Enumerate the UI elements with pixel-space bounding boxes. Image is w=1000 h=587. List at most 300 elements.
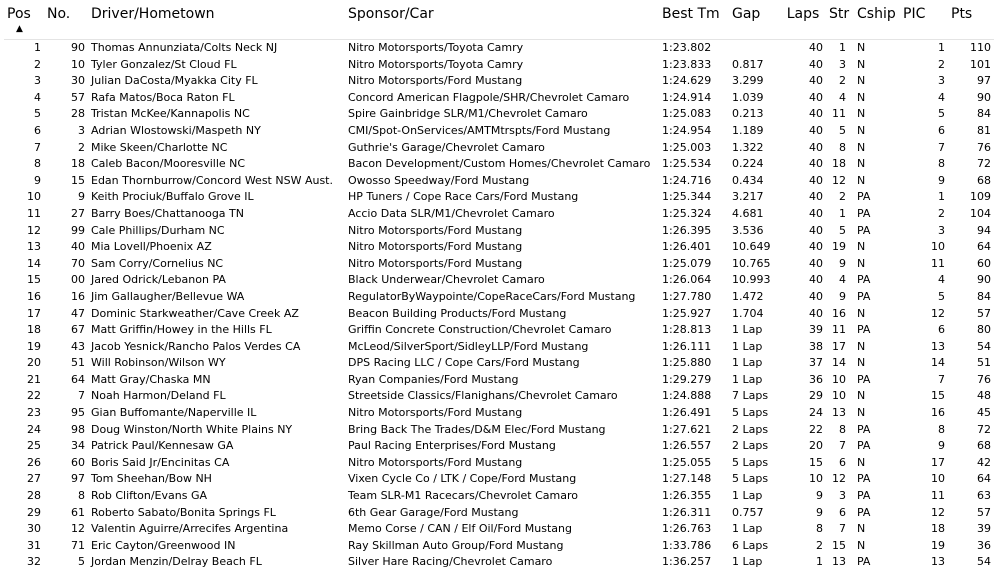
cell-plc: 10 (931, 472, 945, 486)
cell-cship: N (857, 356, 866, 370)
cell-laps: 40 (809, 140, 823, 154)
cell-best-time: 1:24.888 (662, 389, 712, 403)
cell-sponsor: Concord American Flagpole/SHR/Chevrolet Camaro (348, 90, 630, 104)
cell-str: 14 (832, 356, 846, 370)
cell-pos: 31 (27, 538, 41, 552)
header-best-time[interactable]: Best Tm (659, 4, 729, 40)
cell-no: 8 (78, 489, 85, 503)
cell-best-time: 1:24.716 (662, 173, 712, 187)
cell-driver: Tom Sheehan/Bow NH (91, 472, 212, 486)
cell-str: 9 (839, 256, 846, 270)
cell-plc: 11 (931, 256, 945, 270)
cell-cship: PA (857, 323, 871, 337)
cell-driver: Keith Prociuk/Buffalo Grove IL (91, 190, 254, 204)
table-row (4, 206, 994, 223)
cell-best-time: 1:25.079 (662, 256, 712, 270)
cell-laps: 40 (809, 157, 823, 171)
table-row (4, 405, 994, 422)
cell-pos: 18 (27, 323, 41, 337)
cell-pts: 42 (977, 455, 991, 469)
cell-pts: 101 (970, 57, 991, 71)
cell-gap: 1.472 (732, 289, 764, 303)
cell-driver: Will Robinson/Wilson WY (91, 356, 226, 370)
cell-driver: Edan Thornburrow/Concord West NSW Aust. (91, 173, 333, 187)
cell-driver: Rob Clifton/Evans GA (91, 489, 207, 503)
cell-sponsor: Black Underwear/Chevrolet Camaro (348, 273, 545, 287)
cell-pts: 68 (977, 173, 991, 187)
cell-no: 3 (78, 123, 85, 137)
cell-cship: N (857, 173, 866, 187)
sort-ascending-icon: ▲ (16, 24, 23, 34)
table-row (4, 289, 994, 306)
cell-laps: 1 (816, 555, 823, 569)
cell-pos: 23 (27, 406, 41, 420)
cell-driver: Eric Cayton/Greenwood IN (91, 538, 236, 552)
cell-pts: 90 (977, 273, 991, 287)
cell-plc: 10 (931, 240, 945, 254)
cell-str: 13 (832, 406, 846, 420)
cell-best-time: 1:24.954 (662, 123, 712, 137)
cell-laps: 40 (809, 256, 823, 270)
cell-driver: Jared Odrick/Lebanon PA (91, 273, 226, 287)
cell-laps: 9 (816, 489, 823, 503)
cell-cship: N (857, 522, 866, 536)
table-row (4, 57, 994, 74)
cell-best-time: 1:36.257 (662, 555, 712, 569)
cell-best-time: 1:25.055 (662, 455, 712, 469)
cell-laps: 8 (816, 522, 823, 536)
cell-gap: 0.224 (732, 157, 764, 171)
cell-gap: 10.765 (732, 256, 771, 270)
cell-plc: 15 (931, 389, 945, 403)
table-row (4, 272, 994, 289)
cell-pos: 27 (27, 472, 41, 486)
cell-str: 4 (839, 90, 846, 104)
cell-sponsor: Nitro Motorsports/Ford Mustang (348, 74, 523, 88)
cell-best-time: 1:26.401 (662, 240, 712, 254)
cell-plc: 13 (931, 339, 945, 353)
cell-pts: 81 (977, 123, 991, 137)
cell-best-time: 1:23.802 (662, 41, 712, 54)
cell-pos: 5 (34, 107, 41, 121)
cell-pos: 15 (27, 273, 41, 287)
cell-plc: 5 (938, 107, 945, 121)
cell-driver: Barry Boes/Chattanooga TN (91, 206, 244, 220)
cell-laps: 40 (809, 41, 823, 54)
cell-laps: 9 (816, 505, 823, 519)
cell-cship: N (857, 157, 866, 171)
cell-plc: 2 (938, 57, 945, 71)
cell-plc: 12 (931, 505, 945, 519)
cell-plc: 5 (938, 289, 945, 303)
cell-str: 4 (839, 273, 846, 287)
cell-pos: 20 (27, 356, 41, 370)
cell-laps: 37 (809, 356, 823, 370)
cell-pos: 1 (34, 41, 41, 54)
cell-plc: 11 (931, 489, 945, 503)
table-row (4, 306, 994, 323)
cell-driver: Matt Griffin/Howey in the Hills FL (91, 323, 272, 337)
cell-sponsor: Memo Corse / CAN / Elf Oil/Ford Mustang (348, 522, 572, 536)
cell-no: 90 (71, 41, 85, 54)
cell-pts: 57 (977, 306, 991, 320)
cell-laps: 2 (816, 538, 823, 552)
cell-sponsor: Accio Data SLR/M1/Chevrolet Camaro (348, 206, 555, 220)
cell-pts: 64 (977, 472, 991, 486)
cell-gap: 5 Laps (732, 472, 769, 486)
cell-driver: Cale Phillips/Durham NC (91, 223, 225, 237)
table-row (4, 538, 994, 555)
cell-cship: PA (857, 223, 871, 237)
cell-no: 67 (71, 323, 85, 337)
cell-cship: N (857, 455, 866, 469)
cell-sponsor: Nitro Motorsports/Ford Mustang (348, 240, 523, 254)
cell-best-time: 1:26.557 (662, 439, 712, 453)
cell-laps: 24 (809, 406, 823, 420)
cell-str: 7 (839, 439, 846, 453)
cell-pos: 17 (27, 306, 41, 320)
cell-no: 16 (71, 289, 85, 303)
cell-laps: 38 (809, 339, 823, 353)
cell-str: 2 (839, 190, 846, 204)
cell-best-time: 1:25.880 (662, 356, 712, 370)
cell-sponsor: Paul Racing Enterprises/Ford Mustang (348, 439, 556, 453)
cell-plc: 4 (938, 90, 945, 104)
table-row (4, 322, 994, 339)
cell-best-time: 1:25.927 (662, 306, 712, 320)
cell-sponsor: Guthrie's Garage/Chevrolet Camaro (348, 140, 545, 154)
cell-str: 6 (839, 505, 846, 519)
cell-no: 15 (71, 173, 85, 187)
cell-str: 5 (839, 223, 846, 237)
cell-plc: 7 (938, 140, 945, 154)
cell-driver: Mike Skeen/Charlotte NC (91, 140, 228, 154)
cell-pos: 11 (27, 206, 41, 220)
cell-pts: 110 (970, 41, 991, 54)
cell-no: 10 (71, 57, 85, 71)
cell-pts: 80 (977, 323, 991, 337)
cell-sponsor: Nitro Motorsports/Toyota Camry (348, 41, 524, 54)
cell-str: 2 (839, 74, 846, 88)
cell-pos: 14 (27, 256, 41, 270)
cell-driver: Valentin Aguirre/Arrecifes Argentina (91, 522, 289, 536)
cell-no: 34 (71, 439, 85, 453)
table-row (4, 372, 994, 389)
cell-pts: 104 (970, 206, 991, 220)
cell-gap: 4.681 (732, 206, 764, 220)
cell-no: 00 (71, 273, 85, 287)
table-row (4, 554, 994, 571)
cell-driver: Doug Winston/North White Plains NY (91, 422, 293, 436)
cell-pts: 76 (977, 140, 991, 154)
cell-pos: 13 (27, 240, 41, 254)
cell-no: 2 (78, 140, 85, 154)
cell-str: 10 (832, 372, 846, 386)
cell-driver: Jim Gallaugher/Bellevue WA (91, 289, 245, 303)
cell-plc: 6 (938, 323, 945, 337)
cell-no: 28 (71, 107, 85, 121)
header-plc[interactable]: PIC (900, 4, 948, 40)
cell-pos: 9 (34, 173, 41, 187)
cell-cship: N (857, 240, 866, 254)
cell-laps: 40 (809, 190, 823, 204)
cell-str: 12 (832, 173, 846, 187)
table-row (4, 239, 994, 256)
cell-cship: PA (857, 422, 871, 436)
cell-str: 13 (832, 555, 846, 569)
cell-best-time: 1:25.083 (662, 107, 712, 121)
cell-pos: 26 (27, 455, 41, 469)
cell-gap: 1 Lap (732, 339, 763, 353)
cell-gap (729, 40, 780, 57)
header-pts[interactable]: Pts (948, 4, 994, 40)
cell-gap: 10.649 (732, 240, 771, 254)
cell-laps: 40 (809, 74, 823, 88)
cell-no: 95 (71, 406, 85, 420)
cell-str: 6 (839, 455, 846, 469)
cell-no: 64 (71, 372, 85, 386)
cell-sponsor: Bacon Development/Custom Homes/Chevrolet Camaro (348, 157, 651, 171)
table-row (4, 123, 994, 140)
cell-laps: 20 (809, 439, 823, 453)
cell-driver: Adrian Wlostowski/Maspeth NY (91, 123, 261, 137)
cell-cship: N (857, 339, 866, 353)
cell-plc: 4 (938, 273, 945, 287)
cell-pos: 19 (27, 339, 41, 353)
cell-no: 61 (71, 505, 85, 519)
cell-laps: 10 (809, 472, 823, 486)
cell-pos: 6 (34, 123, 41, 137)
cell-sponsor: Nitro Motorsports/Ford Mustang (348, 455, 523, 469)
cell-no: 7 (78, 389, 85, 403)
header-no[interactable]: No. (44, 4, 88, 40)
cell-cship: N (857, 140, 866, 154)
table-row (4, 223, 994, 240)
header-cship[interactable]: Cship (854, 4, 900, 40)
cell-pts: 39 (977, 522, 991, 536)
cell-pts: 63 (977, 489, 991, 503)
cell-plc: 13 (931, 555, 945, 569)
cell-gap: 1.704 (732, 306, 764, 320)
cell-driver: Jordan Menzin/Delray Beach FL (91, 555, 262, 569)
cell-no: 98 (71, 422, 85, 436)
cell-cship: N (857, 123, 866, 137)
results-table (4, 4, 994, 571)
cell-best-time: 1:26.311 (662, 505, 712, 519)
cell-gap: 0.757 (732, 505, 764, 519)
cell-best-time: 1:25.344 (662, 190, 712, 204)
cell-no: 43 (71, 339, 85, 353)
cell-sponsor: McLeod/SilverSport/SidleyLLP/Ford Mustang (348, 339, 589, 353)
cell-pts: 109 (970, 190, 991, 204)
cell-plc: 7 (938, 372, 945, 386)
cell-pts: 57 (977, 505, 991, 519)
cell-pos: 3 (34, 74, 41, 88)
cell-no: 27 (71, 206, 85, 220)
cell-pts: 84 (977, 107, 991, 121)
table-row (4, 90, 994, 107)
cell-cship: N (857, 74, 866, 88)
cell-pts: 97 (977, 74, 991, 88)
cell-gap: 1.039 (732, 90, 764, 104)
cell-pos: 28 (27, 489, 41, 503)
cell-laps: 40 (809, 107, 823, 121)
cell-str: 19 (832, 240, 846, 254)
cell-sponsor: Nitro Motorsports/Ford Mustang (348, 406, 523, 420)
cell-sponsor: Nitro Motorsports/Toyota Camry (348, 57, 524, 71)
cell-driver: Patrick Paul/Kennesaw GA (91, 439, 234, 453)
table-row (4, 505, 994, 522)
table-row (4, 455, 994, 472)
cell-gap: 2 Laps (732, 439, 769, 453)
cell-no: 71 (71, 538, 85, 552)
header-pos-label: Pos (7, 6, 31, 22)
cell-pos: 7 (34, 140, 41, 154)
cell-pos: 10 (27, 190, 41, 204)
header-sponsor[interactable]: Sponsor/Car (345, 4, 659, 40)
cell-laps: 40 (809, 123, 823, 137)
cell-pts: 94 (977, 223, 991, 237)
cell-best-time: 1:26.355 (662, 489, 712, 503)
cell-pos: 12 (27, 223, 41, 237)
cell-plc: 3 (938, 223, 945, 237)
cell-sponsor: Nitro Motorsports/Ford Mustang (348, 223, 523, 237)
cell-pos: 24 (27, 422, 41, 436)
cell-gap: 1 Lap (732, 356, 763, 370)
cell-pos: 21 (27, 372, 41, 386)
cell-no: 70 (71, 256, 85, 270)
cell-str: 7 (839, 522, 846, 536)
cell-str: 12 (832, 472, 846, 486)
cell-laps: 40 (809, 173, 823, 187)
cell-best-time: 1:25.534 (662, 157, 712, 171)
cell-str: 9 (839, 289, 846, 303)
cell-gap: 1 Lap (732, 372, 763, 386)
cell-cship: PA (857, 190, 871, 204)
cell-cship: PA (857, 273, 871, 287)
cell-gap: 7 Laps (732, 389, 769, 403)
cell-gap: 5 Laps (732, 406, 769, 420)
cell-cship: N (857, 57, 866, 71)
cell-pos: 25 (27, 439, 41, 453)
cell-plc: 1 (938, 190, 945, 204)
cell-gap: 0.434 (732, 173, 764, 187)
cell-gap: 1.189 (732, 123, 764, 137)
cell-str: 1 (839, 206, 846, 220)
cell-driver: Mia Lovell/Phoenix AZ (91, 240, 212, 254)
cell-best-time: 1:26.111 (662, 339, 712, 353)
cell-plc: 14 (931, 356, 945, 370)
cell-str: 18 (832, 157, 846, 171)
cell-plc: 8 (938, 422, 945, 436)
cell-sponsor: Team SLR-M1 Racecars/Chevrolet Camaro (348, 489, 579, 503)
cell-driver: Gian Buffomante/Naperville IL (91, 406, 257, 420)
cell-cship: PA (857, 372, 871, 386)
cell-no: 99 (71, 223, 85, 237)
table-row (4, 156, 994, 173)
cell-cship: PA (857, 439, 871, 453)
cell-best-time: 1:33.786 (662, 538, 712, 552)
cell-gap: 0.817 (732, 57, 764, 71)
cell-sponsor: Silver Hare Racing/Chevrolet Camaro (348, 555, 553, 569)
cell-plc: 2 (938, 206, 945, 220)
cell-pos: 8 (34, 157, 41, 171)
cell-best-time: 1:27.148 (662, 472, 712, 486)
cell-laps: 40 (809, 240, 823, 254)
cell-driver: Dominic Starkweather/Cave Creek AZ (91, 306, 299, 320)
cell-best-time: 1:28.813 (662, 323, 712, 337)
cell-plc: 9 (938, 439, 945, 453)
table-header (4, 4, 994, 40)
cell-driver: Tyler Gonzalez/St Cloud FL (91, 57, 237, 71)
cell-cship: PA (857, 289, 871, 303)
cell-laps: 40 (809, 57, 823, 71)
cell-str: 8 (839, 422, 846, 436)
cell-driver: Jacob Yesnick/Rancho Palos Verdes CA (91, 339, 301, 353)
cell-pos: 16 (27, 289, 41, 303)
header-driver[interactable]: Driver/Hometown (88, 4, 345, 40)
cell-str: 11 (832, 323, 846, 337)
cell-no: 51 (71, 356, 85, 370)
cell-pts: 84 (977, 289, 991, 303)
table-row (4, 488, 994, 505)
cell-pts: 54 (977, 555, 991, 569)
header-pos[interactable] (4, 4, 44, 40)
cell-no: 47 (71, 306, 85, 320)
table-row (4, 40, 994, 57)
cell-str: 3 (839, 57, 846, 71)
table-row (4, 256, 994, 273)
cell-gap: 3.536 (732, 223, 764, 237)
cell-cship: PA (857, 489, 871, 503)
cell-best-time: 1:24.914 (662, 90, 712, 104)
header-gap[interactable]: Gap (729, 4, 780, 40)
cell-gap: 6 Laps (732, 538, 769, 552)
cell-laps: 40 (809, 306, 823, 320)
cell-sponsor: 6th Gear Garage/Ford Mustang (348, 505, 519, 519)
cell-cship: PA (857, 472, 871, 486)
cell-driver: Boris Said Jr/Encinitas CA (91, 455, 230, 469)
table-row (4, 106, 994, 123)
cell-pos: 29 (27, 505, 41, 519)
cell-no: 12 (71, 522, 85, 536)
header-str[interactable]: Str (826, 4, 854, 40)
cell-sponsor: RegulatorByWaypointe/CopeRaceCars/Ford Mustang (348, 289, 636, 303)
cell-gap: 1 Lap (732, 489, 763, 503)
cell-plc: 16 (931, 406, 945, 420)
cell-gap: 10.993 (732, 273, 771, 287)
table-row (4, 438, 994, 455)
cell-driver: Sam Corry/Cornelius NC (91, 256, 224, 270)
table-row (4, 339, 994, 356)
cell-pts: 72 (977, 157, 991, 171)
cell-sponsor: Griffin Concrete Construction/Chevrolet Camaro (348, 323, 612, 337)
cell-pos: 2 (34, 57, 41, 71)
cell-best-time: 1:26.395 (662, 223, 712, 237)
cell-gap: 3.299 (732, 74, 764, 88)
cell-best-time: 1:23.833 (662, 57, 712, 71)
cell-sponsor: DPS Racing LLC / Cope Cars/Ford Mustang (348, 356, 580, 370)
cell-laps: 40 (809, 90, 823, 104)
header-laps[interactable]: Laps (780, 4, 826, 40)
cell-sponsor: Streetside Classics/Flanighans/Chevrolet Camaro (348, 389, 618, 403)
cell-driver: Matt Gray/Chaska MN (91, 372, 211, 386)
cell-sponsor: Owosso Speedway/Ford Mustang (348, 173, 530, 187)
cell-plc: 12 (931, 306, 945, 320)
cell-cship: PA (857, 206, 871, 220)
cell-cship: N (857, 389, 866, 403)
cell-gap: 2 Laps (732, 422, 769, 436)
